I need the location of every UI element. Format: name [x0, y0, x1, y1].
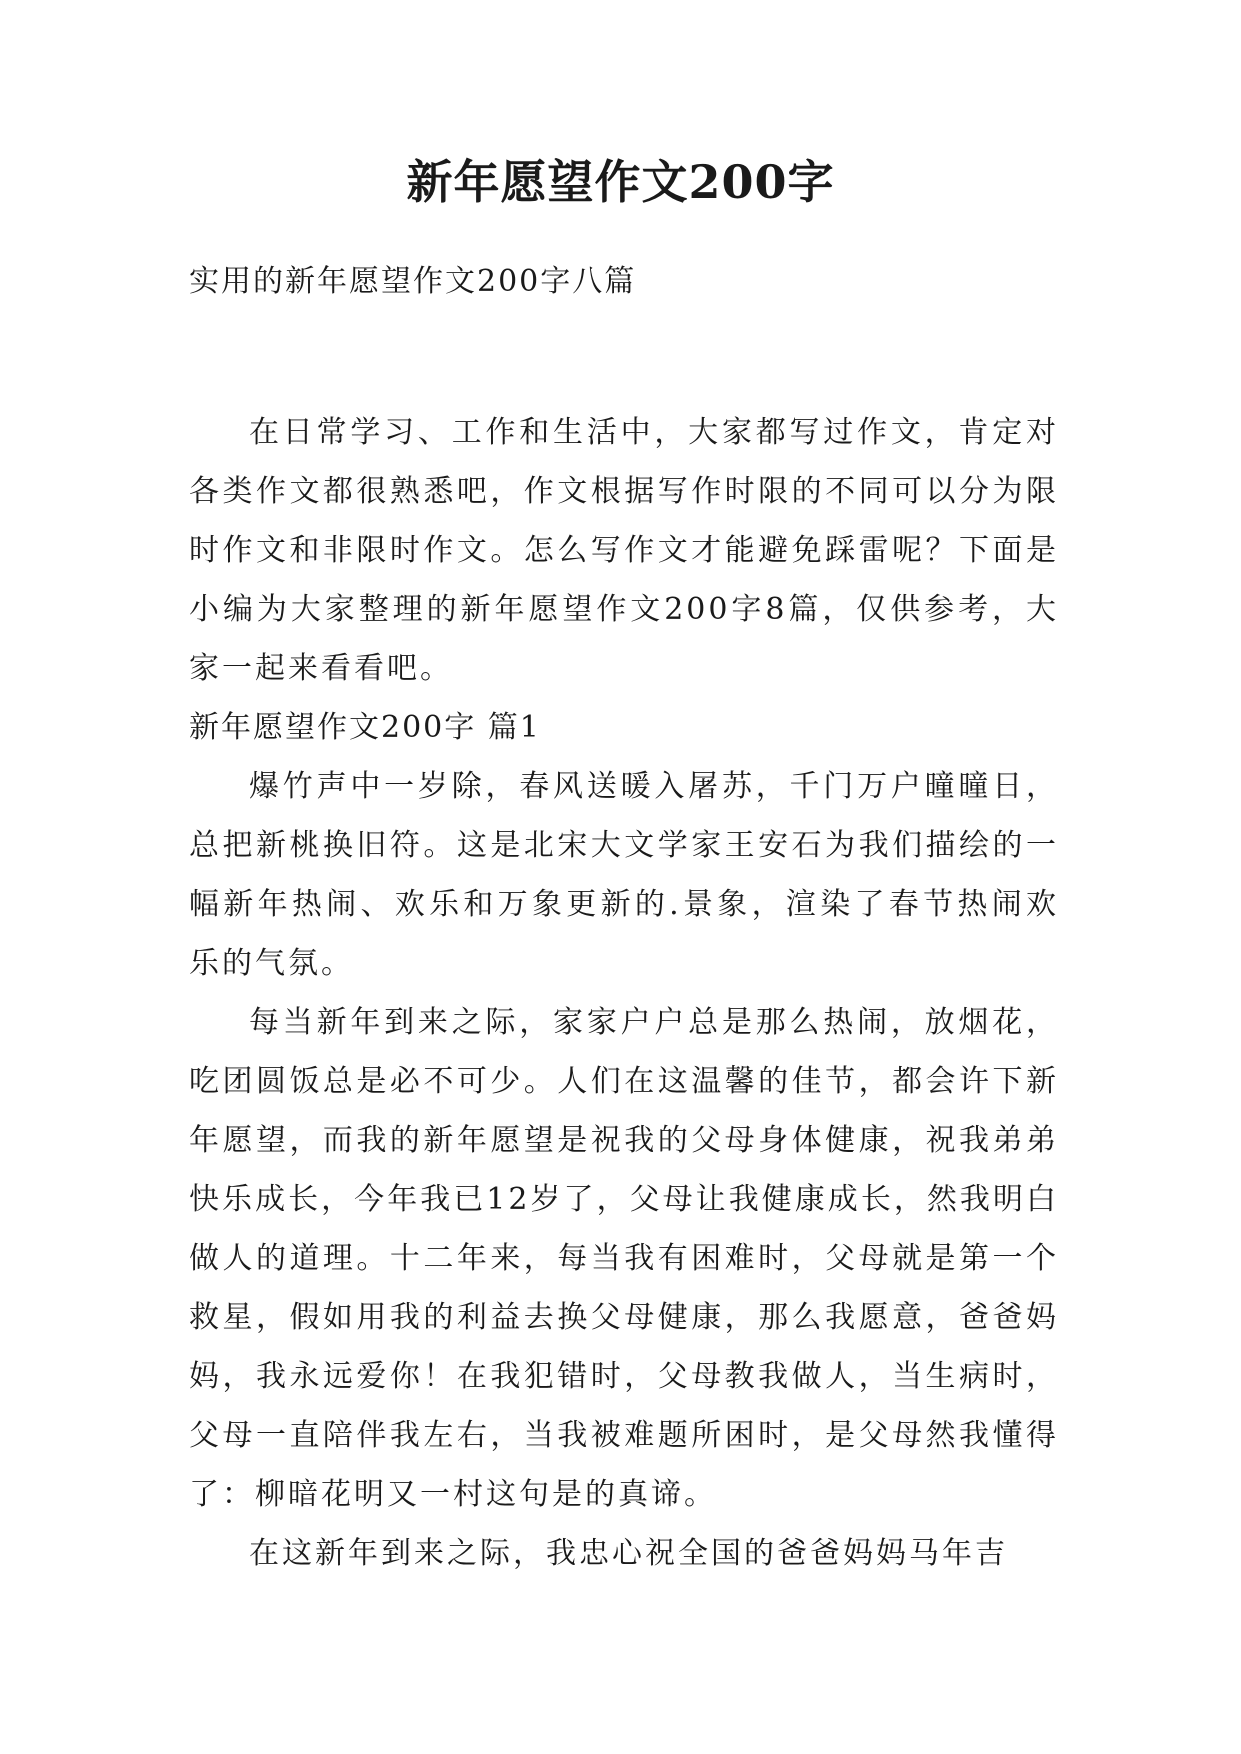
document-subtitle: 实用的新年愿望作文200字八篇	[189, 264, 637, 299]
body-paragraph: 爆竹声中一岁除，春风送暖入屠苏，千门万户曈曈日，总把新桃换旧符。这是北宋大文学家王安石为我们描绘的一幅新年热闹、欢乐和万象更新的.景象，渲染了春节热闹欢乐的气氛。	[189, 769, 1059, 981]
document-body	[189, 403, 1059, 1583]
body-paragraph: 每当新年到来之际，家家户户总是那么热闹，放烟花，吃团圆饭总是必不可少。人们在这温馨的佳节，都会许下新年愿望，而我的新年愿望是祝我的父母身体健康，祝我弟弟快乐成长，今年我已12岁了，父母让我健康成长，然我明白做人的道理。十二年来，每当我有困难时，父母就是第一个救星，假如用我的利益去换父母健康，那么我愿意，爸爸妈妈，我永远爱你！在我犯错时，父母教我做人，当生病时，父母一直陪伴我左右，当我被难题所困时，是父母然我懂得了：柳暗花明又一村这句是的真谛。	[189, 1005, 1059, 1512]
body-paragraph: 在这新年到来之际，我忠心祝全国的爸爸妈妈马年吉	[249, 1536, 1008, 1571]
section-heading: 新年愿望作文200字 篇1	[189, 710, 541, 745]
document-title: 新年愿望作文200字	[406, 155, 835, 209]
intro-paragraph: 在日常学习、工作和生活中，大家都写过作文，肯定对各类作文都很熟悉吧，作文根据写作时限的不同可以分为限时作文和非限时作文。怎么写作文才能避免踩雷呢？下面是小编为大家整理的新年愿望作文200字8篇，仅供参考，大家一起来看看吧。	[189, 415, 1059, 686]
